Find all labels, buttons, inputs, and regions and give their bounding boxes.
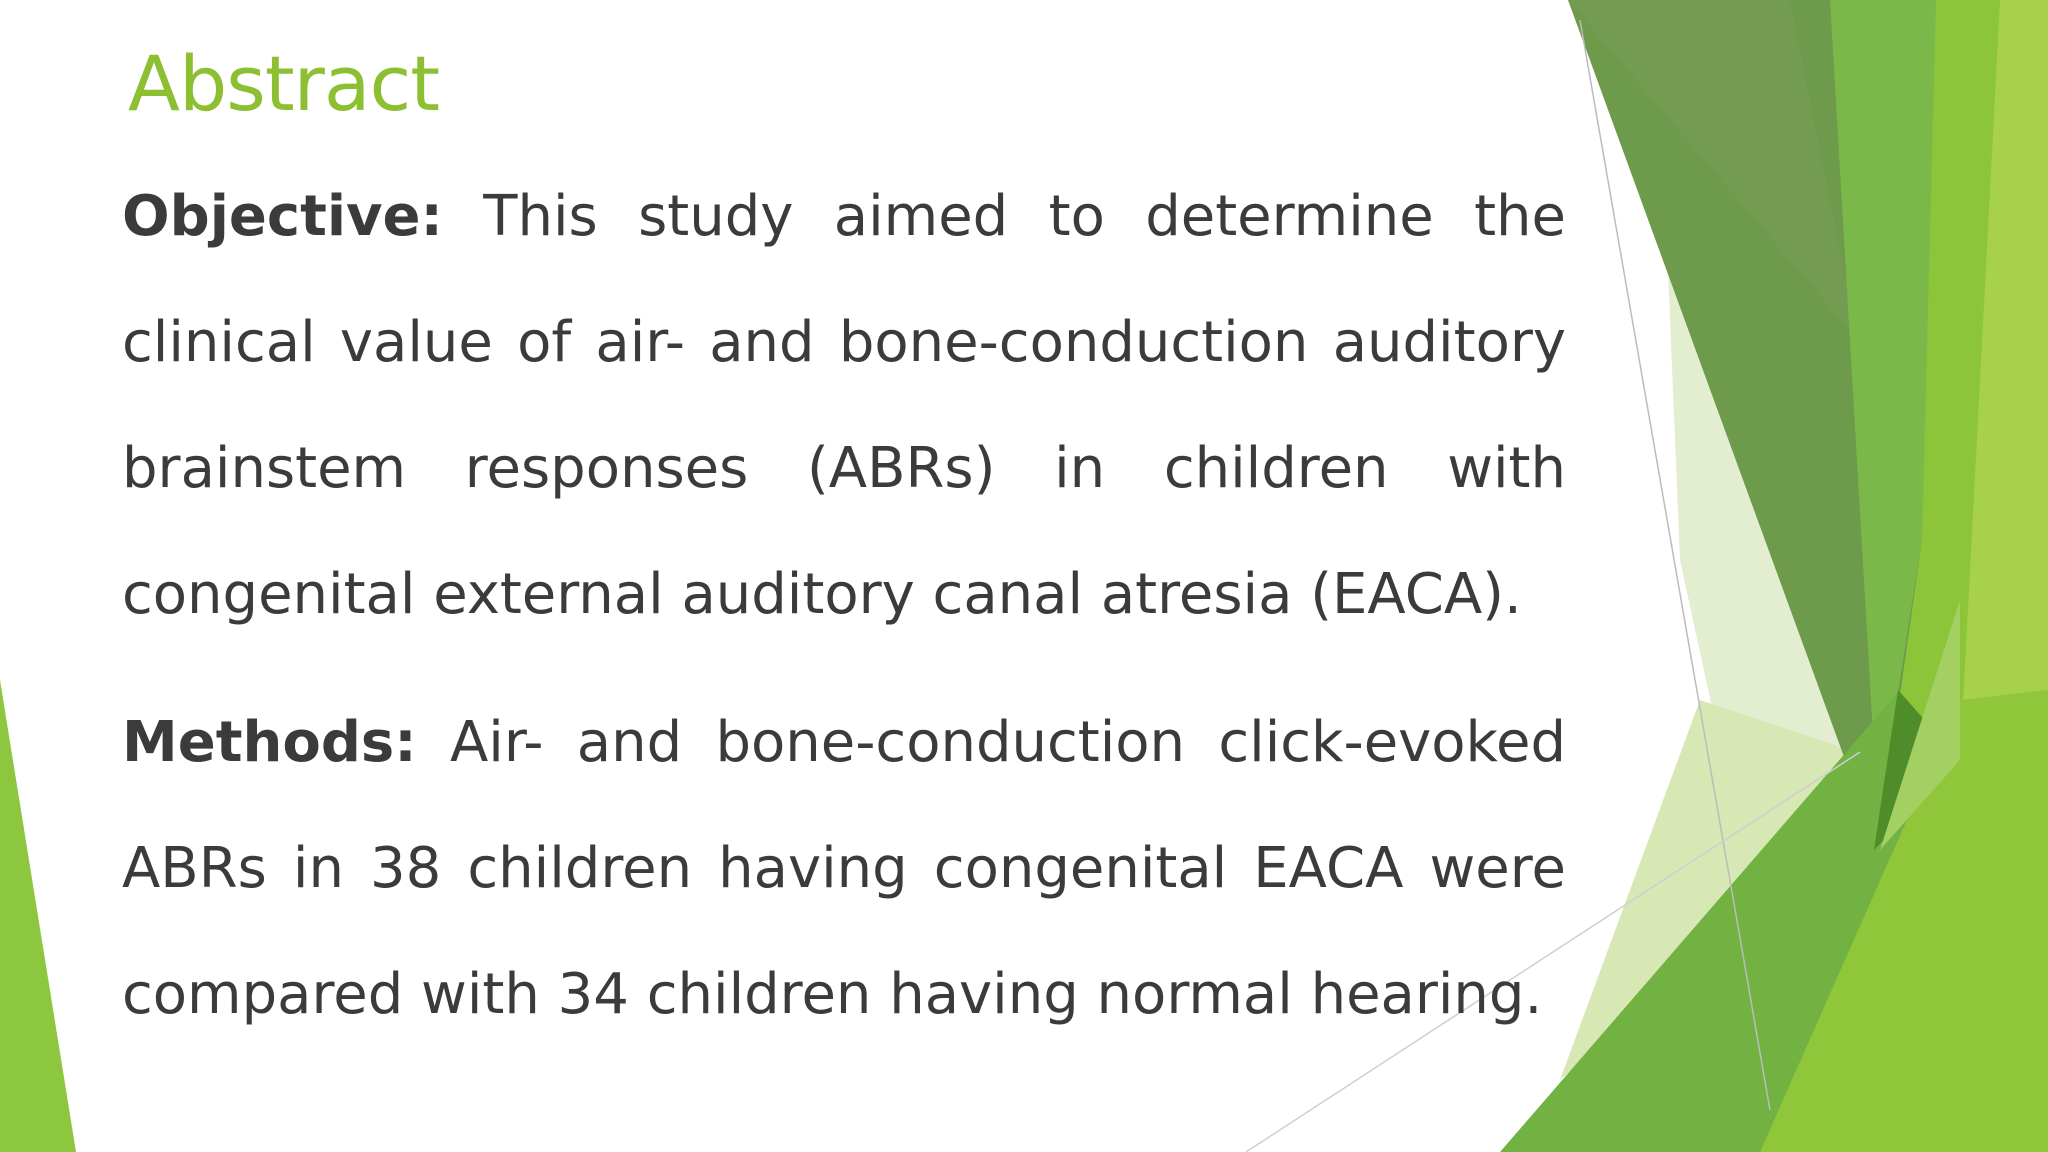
objective-text: This study aimed to determine the clinical value of air- and bone-conduction auditory brainstem responses (ABRs) in children with congenital external auditory canal atresia (EACA). xyxy=(122,184,1566,627)
methods-paragraph xyxy=(122,680,1566,1058)
methods-label: Methods: xyxy=(122,710,417,775)
methods-text: Air- and bone-conduction click-evoked ABRs in 38 children having congenital EACA were compared with 34 children having normal hearing. xyxy=(122,710,1566,1027)
objective-label: Objective: xyxy=(122,184,443,249)
objective-paragraph xyxy=(122,154,1566,658)
left-green-sliver xyxy=(0,680,76,1152)
slide-title: Abstract xyxy=(128,39,440,128)
